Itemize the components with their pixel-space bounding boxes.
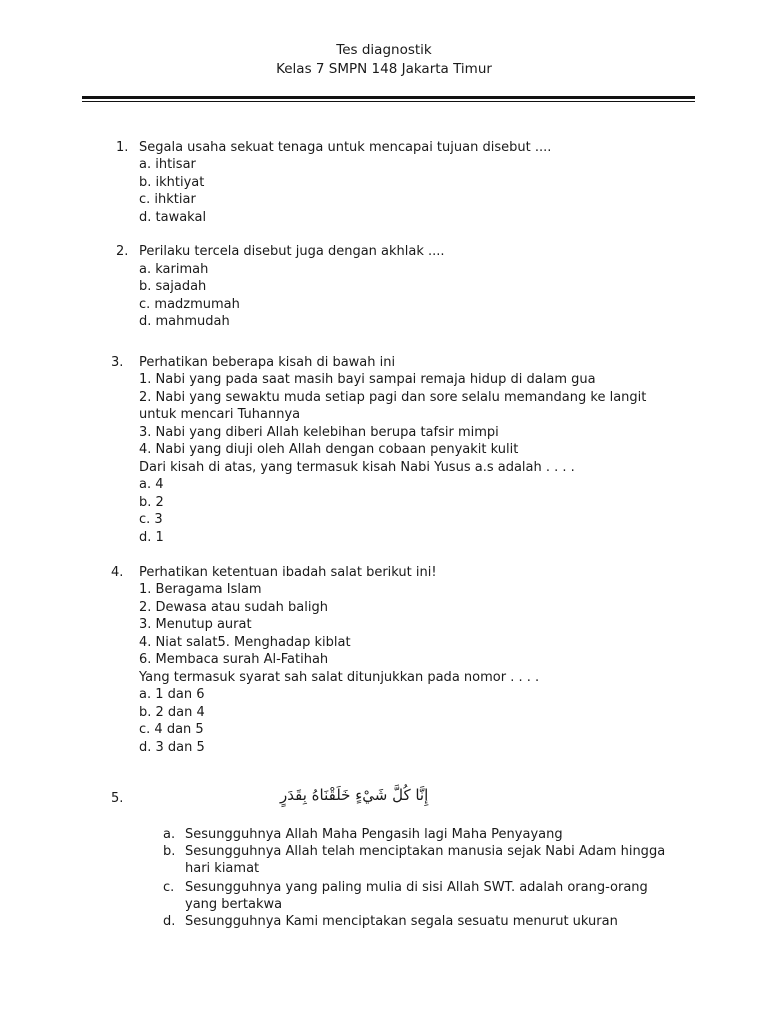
document-subtitle: Kelas 7 SMPN 148 Jakarta Timur	[276, 61, 492, 77]
question-5-option-c-cont: yang bertakwa	[185, 897, 283, 912]
question-3-option-c: c. 3	[139, 512, 163, 527]
question-3-number: 3.	[111, 355, 124, 370]
question-3-item-2: 2. Nabi yang sewaktu muda setiap pagi dan sore selalu memandang ke langit	[139, 390, 647, 405]
header-rule-thin	[82, 101, 695, 102]
question-4-number: 4.	[111, 565, 124, 580]
arabic-verse-image	[182, 778, 429, 812]
question-5-option-a-letter: a.	[163, 827, 176, 842]
question-1-option-b: b. ikhtiyat	[139, 175, 205, 190]
question-3-item-2-cont: untuk mencari Tuhannya	[139, 407, 301, 422]
question-2-number: 2.	[116, 244, 129, 259]
question-5-option-b-letter: b.	[163, 844, 176, 859]
question-3-stem: Perhatikan beberapa kisah di bawah ini	[139, 355, 396, 370]
question-4-item-3: 3. Menutup aurat	[139, 617, 252, 632]
question-3-option-d: d. 1	[139, 530, 164, 545]
question-4-item-2: 2. Dewasa atau sudah baligh	[139, 600, 328, 615]
question-4-item-4-5: 4. Niat salat5. Menghadap kiblat	[139, 635, 351, 650]
header-rule-thick	[82, 96, 695, 99]
question-2-option-d: d. mahmudah	[139, 314, 230, 329]
question-5-option-b: Sesungguhnya Allah telah menciptakan manusia sejak Nabi Adam hingga	[185, 844, 666, 859]
question-1-number: 1.	[116, 140, 129, 155]
arabic-verse-text: إِنَّا كُلَّ شَيْءٍ خَلَقْنَاهُ بِقَدَرٍ	[280, 786, 429, 804]
question-5-option-a: Sesungguhnya Allah Maha Pengasih lagi Maha Penyayang	[185, 827, 563, 842]
question-1-option-a: a. ihtisar	[139, 157, 196, 172]
question-4-prompt: Yang termasuk syarat sah salat ditunjukkan pada nomor . . . .	[139, 670, 540, 685]
question-4-stem: Perhatikan ketentuan ibadah salat berikut ini!	[139, 565, 437, 580]
question-2-option-a: a. karimah	[139, 262, 209, 277]
question-2-option-c: c. madzmumah	[139, 297, 240, 312]
question-1-stem: Segala usaha sekuat tenaga untuk mencapai tujuan disebut ....	[139, 140, 552, 155]
question-1-option-d: d. tawakal	[139, 210, 207, 225]
question-5-option-c-letter: c.	[163, 880, 175, 895]
question-4-option-a: a. 1 dan 6	[139, 687, 205, 702]
question-2-stem: Perilaku tercela disebut juga dengan akhlak ....	[139, 244, 445, 259]
question-5-option-b-cont: hari kiamat	[185, 861, 260, 876]
question-5-option-d: Sesungguhnya Kami menciptakan segala sesuatu menurut ukuran	[185, 914, 618, 929]
question-4-option-c: c. 4 dan 5	[139, 722, 204, 737]
question-3-item-4: 4. Nabi yang diuji oleh Allah dengan cobaan penyakit kulit	[139, 442, 519, 457]
question-4-option-b: b. 2 dan 4	[139, 705, 205, 720]
question-3-option-a: a. 4	[139, 477, 164, 492]
question-4-option-d: d. 3 dan 5	[139, 740, 205, 755]
question-5-option-d-letter: d.	[163, 914, 176, 929]
question-3-prompt: Dari kisah di atas, yang termasuk kisah Nabi Yusus a.s adalah . . . .	[139, 460, 575, 475]
question-2-option-b: b. sajadah	[139, 279, 207, 294]
question-5-number: 5.	[111, 791, 124, 806]
document-title: Tes diagnostik	[336, 42, 432, 58]
question-1-option-c: c. ihktiar	[139, 192, 196, 207]
question-5-option-c: Sesungguhnya yang paling mulia di sisi Allah SWT. adalah orang-orang	[185, 880, 648, 895]
question-3-item-3: 3. Nabi yang diberi Allah kelebihan berupa tafsir mimpi	[139, 425, 499, 440]
question-4-item-1: 1. Beragama Islam	[139, 582, 262, 597]
question-3-item-1: 1. Nabi yang pada saat masih bayi sampai remaja hidup di dalam gua	[139, 372, 596, 387]
question-4-item-6: 6. Membaca surah Al-Fatihah	[139, 652, 329, 667]
question-3-option-b: b. 2	[139, 495, 164, 510]
